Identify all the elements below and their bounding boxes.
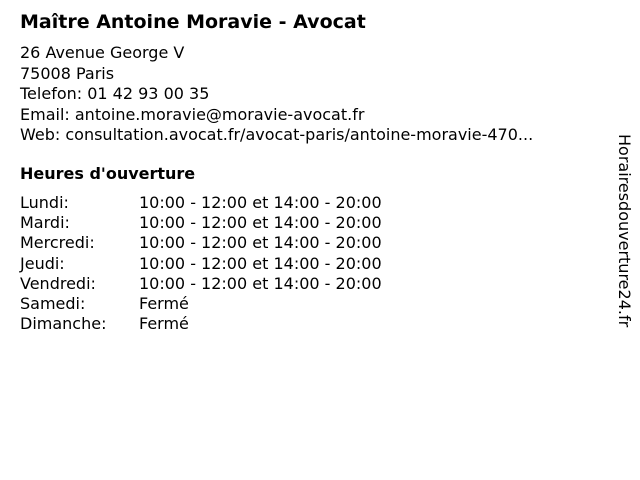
time-value: 10:00 - 12:00 et 14:00 - 20:00 <box>139 273 382 293</box>
business-title: Maître Antoine Moravie - Avocat <box>20 11 366 33</box>
day-label: Jeudi: <box>20 253 65 273</box>
website-url: Web: consultation.avocat.fr/avocat-paris/antoine-moravie-470... <box>20 125 534 144</box>
time-value: 10:00 - 12:00 et 14:00 - 20:00 <box>139 253 382 273</box>
contact-details <box>20 43 533 146</box>
site-watermark: Horairesdouverture24.fr <box>615 134 634 328</box>
time-value: Fermé <box>139 293 189 313</box>
hours-heading: Heures d'ouverture <box>20 164 196 183</box>
city-postal: 75008 Paris <box>20 63 115 83</box>
day-label: Lundi: <box>20 193 69 212</box>
day-label: Vendredi: <box>20 273 96 293</box>
phone-number: Telefon: 01 42 93 00 35 <box>20 84 210 103</box>
day-label: Samedi: <box>20 293 86 313</box>
email-address: Email: antoine.moravie@moravie-avocat.fr <box>20 104 365 124</box>
time-value: 10:00 - 12:00 et 14:00 - 20:00 <box>139 193 382 212</box>
time-value: 10:00 - 12:00 et 14:00 - 20:00 <box>139 233 382 253</box>
day-label: Dimanche: <box>20 314 107 334</box>
time-value: 10:00 - 12:00 et 14:00 - 20:00 <box>139 213 382 233</box>
day-label: Mardi: <box>20 213 70 233</box>
street-address: 26 Avenue George V <box>20 43 185 62</box>
time-value: Fermé <box>139 314 189 334</box>
day-label: Mercredi: <box>20 233 95 253</box>
